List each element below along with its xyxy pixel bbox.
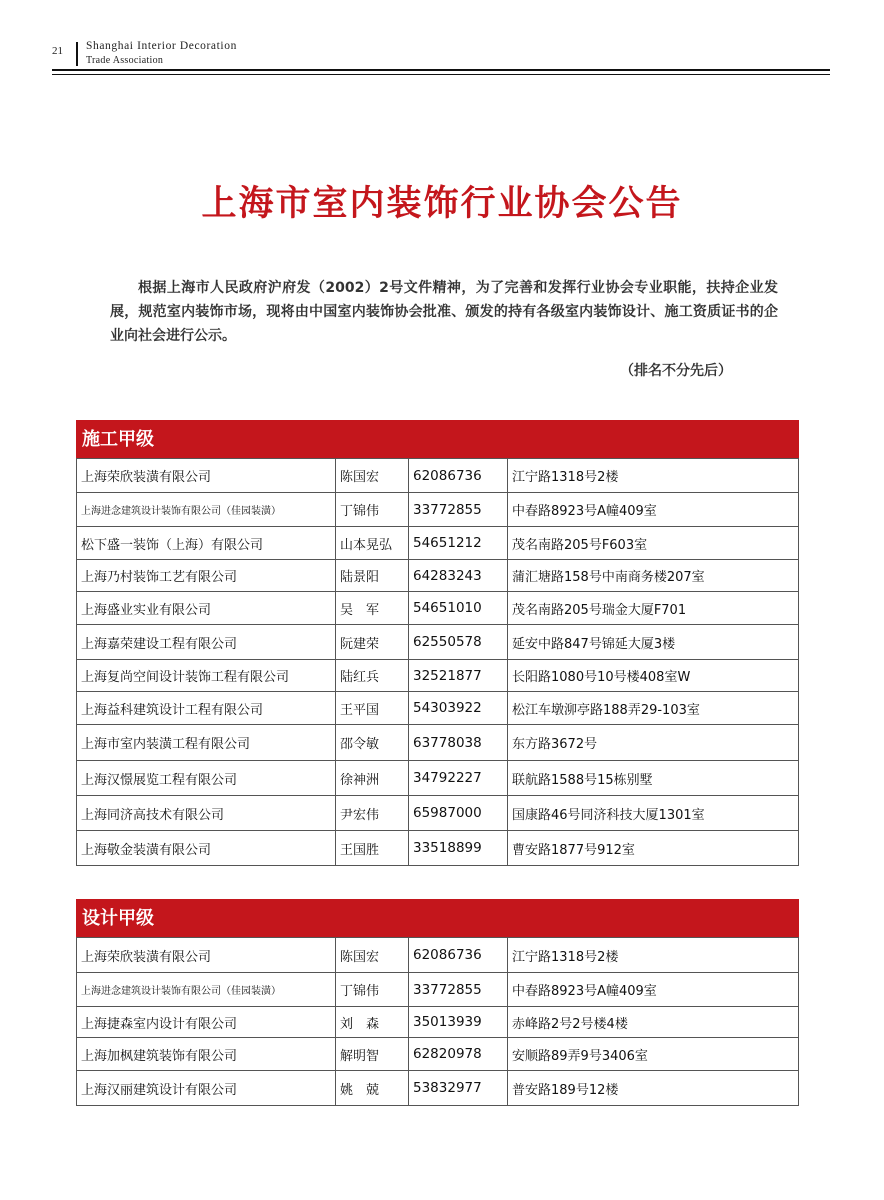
company-name-cell: 上海荣欣装潢有限公司 [77, 938, 336, 973]
address-cell: 国康路46号同济科技大厦1301室 [508, 796, 799, 831]
page-number: 21 [52, 45, 63, 57]
contact-person-cell: 王平国 [336, 692, 409, 725]
contact-person-cell: 邵令敏 [336, 725, 409, 761]
contact-person-cell: 陆景阳 [336, 560, 409, 592]
section-construction-grade-a [76, 420, 799, 866]
table-row [77, 761, 799, 796]
header-divider [76, 42, 78, 66]
address-cell: 安顺路89弄9号3406室 [508, 1038, 799, 1071]
address-cell: 茂名南路205号瑞金大厦F701 [508, 592, 799, 625]
company-name-cell: 上海复尚空间设计装饰工程有限公司 [77, 660, 336, 692]
phone-cell: 33772855 [409, 493, 508, 527]
table-row [77, 660, 799, 692]
table-row [77, 725, 799, 761]
company-name-cell: 上海荣欣装潢有限公司 [77, 459, 336, 493]
table-row [77, 493, 799, 527]
address-cell: 松江车墩泖亭路188弄29-103室 [508, 692, 799, 725]
phone-cell: 63778038 [409, 725, 508, 761]
phone-cell: 62086736 [409, 459, 508, 493]
address-cell: 普安路189号12楼 [508, 1071, 799, 1106]
header-rule-thin [52, 74, 830, 75]
address-cell: 江宁路1318号2楼 [508, 459, 799, 493]
table-row [77, 1007, 799, 1038]
table-row [77, 625, 799, 660]
table-row [77, 796, 799, 831]
address-cell: 赤峰路2号2号楼4楼 [508, 1007, 799, 1038]
contact-person-cell: 陈国宏 [336, 938, 409, 973]
address-cell: 中春路8923号A幢409室 [508, 493, 799, 527]
address-cell: 延安中路847号锦延大厦3楼 [508, 625, 799, 660]
phone-cell: 62550578 [409, 625, 508, 660]
contact-person-cell: 姚 兢 [336, 1071, 409, 1106]
section-design-grade-a [76, 899, 799, 1106]
header-rule [52, 69, 830, 71]
table-row [77, 831, 799, 866]
contact-person-cell: 陈国宏 [336, 459, 409, 493]
company-name-cell: 上海敬金装潢有限公司 [77, 831, 336, 866]
company-name-cell: 上海汉丽建筑设计有限公司 [77, 1071, 336, 1106]
phone-cell: 62820978 [409, 1038, 508, 1071]
company-name-cell: 上海进念建筑设计装饰有限公司（佳园装潢） [77, 973, 336, 1007]
table-row [77, 560, 799, 592]
table-row [77, 973, 799, 1007]
address-cell: 东方路3672号 [508, 725, 799, 761]
phone-cell: 54651010 [409, 592, 508, 625]
phone-cell: 33518899 [409, 831, 508, 866]
page-title: 上海市室内装饰行业协会公告 [201, 183, 683, 224]
company-name-cell: 上海市室内装潢工程有限公司 [77, 725, 336, 761]
company-name-cell: 上海加枫建筑装饰有限公司 [77, 1038, 336, 1071]
company-name-cell: 上海乃村装饰工艺有限公司 [77, 560, 336, 592]
company-name-cell: 上海汉憬展览工程有限公司 [77, 761, 336, 796]
publisher-name: Shanghai Interior Decoration [86, 40, 237, 52]
table-row [77, 938, 799, 973]
phone-cell: 32521877 [409, 660, 508, 692]
phone-cell: 54303922 [409, 692, 508, 725]
company-name-cell: 上海捷森室内设计有限公司 [77, 1007, 336, 1038]
address-cell: 联航路1588号15栋别墅 [508, 761, 799, 796]
company-name-cell: 上海进念建筑设计装饰有限公司（佳园装潢） [77, 493, 336, 527]
contact-person-cell: 山本晃弘 [336, 527, 409, 560]
section-title: 施工甲级 [76, 420, 799, 458]
phone-cell: 65987000 [409, 796, 508, 831]
company-name-cell: 上海嘉荣建设工程有限公司 [77, 625, 336, 660]
address-cell: 茂名南路205号F603室 [508, 527, 799, 560]
contact-person-cell: 吴 军 [336, 592, 409, 625]
company-name-cell: 松下盛一装饰（上海）有限公司 [77, 527, 336, 560]
address-cell: 江宁路1318号2楼 [508, 938, 799, 973]
page-header [0, 0, 884, 80]
table-row [77, 1038, 799, 1071]
contact-person-cell: 丁锦伟 [336, 493, 409, 527]
table-row [77, 592, 799, 625]
contact-person-cell: 丁锦伟 [336, 973, 409, 1007]
contact-person-cell: 陆红兵 [336, 660, 409, 692]
company-table [76, 458, 799, 866]
phone-cell: 64283243 [409, 560, 508, 592]
table-row [77, 692, 799, 725]
contact-person-cell: 解明智 [336, 1038, 409, 1071]
company-name-cell: 上海盛业实业有限公司 [77, 592, 336, 625]
contact-person-cell: 刘 森 [336, 1007, 409, 1038]
contact-person-cell: 徐神洲 [336, 761, 409, 796]
table-row [77, 527, 799, 560]
ranking-note: （排名不分先后） [620, 363, 732, 379]
section-title: 设计甲级 [76, 899, 799, 937]
company-table [76, 937, 799, 1106]
address-cell: 曹安路1877号912室 [508, 831, 799, 866]
contact-person-cell: 王国胜 [336, 831, 409, 866]
contact-person-cell: 尹宏伟 [336, 796, 409, 831]
phone-cell: 33772855 [409, 973, 508, 1007]
publisher-subtitle: Trade Association [86, 55, 164, 66]
phone-cell: 34792227 [409, 761, 508, 796]
intro-paragraph: 根据上海市人民政府沪府发（2002）2号文件精神，为了完善和发挥行业协会专业职能，扶持企业发展，规范室内装饰市场，现将由中国室内装饰协会批准、颁发的持有各级室内装饰设计、施工资质证书的企业向社会进行公示。 [110, 280, 778, 344]
phone-cell: 54651212 [409, 527, 508, 560]
address-cell: 蒲汇塘路158号中南商务楼207室 [508, 560, 799, 592]
phone-cell: 35013939 [409, 1007, 508, 1038]
contact-person-cell: 阮建荣 [336, 625, 409, 660]
phone-cell: 62086736 [409, 938, 508, 973]
table-row [77, 1071, 799, 1106]
company-name-cell: 上海同济高技术有限公司 [77, 796, 336, 831]
address-cell: 长阳路1080号10号楼408室W [508, 660, 799, 692]
phone-cell: 53832977 [409, 1071, 508, 1106]
table-row [77, 459, 799, 493]
address-cell: 中春路8923号A幢409室 [508, 973, 799, 1007]
company-name-cell: 上海益科建筑设计工程有限公司 [77, 692, 336, 725]
